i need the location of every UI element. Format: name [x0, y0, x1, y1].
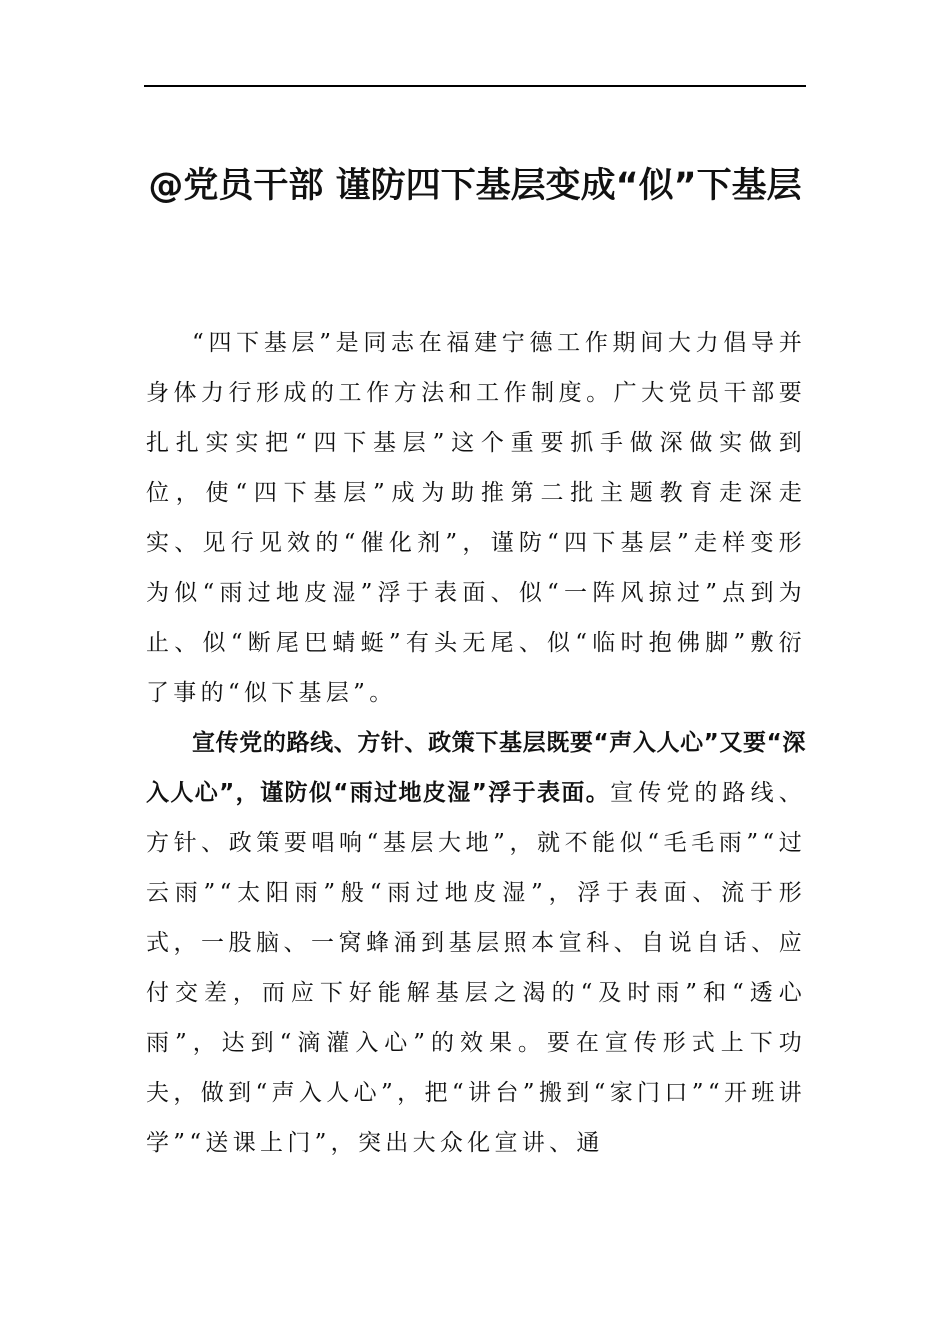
page-bottom-margin — [0, 1180, 950, 1344]
paragraph-2-lead: 宣传党的路线、方针、政策下基层既要“声入人心”又要“深入人心”，谨防似“雨过地皮湿”浮于表面。 — [146, 730, 806, 806]
paragraph-1-text: “四下基层”是同志在福建宁德工作期间大力倡导并身体力行形成的工作方法和工作制度。广大党员干部要扎扎实实把“四下基层”这个重要抓手做深做实做到位，使“四下基层”成为助推第二批主题教育走深走实、见行见效的“催化剂”，谨防“四下基层”走样变形为似“雨过地皮湿”浮于表面、似“一阵风掠过”点到为止、似“断尾巴蜻蜓”有头无尾、似“临时抱佛脚”敷衍了事的“似下基层”。 — [146, 330, 806, 706]
header-rule — [144, 85, 806, 87]
paragraph-1 — [146, 318, 806, 718]
document-title: @党员干部 谨防四下基层变成“似”下基层 — [148, 166, 802, 206]
document-body — [146, 318, 806, 1168]
paragraph-2-text: 宣传党的路线、方针、政策要唱响“基层大地”，就不能似“毛毛雨”“过云雨”“太阳雨”般“雨过地皮湿”，浮于表面、流于形式，一股脑、一窝蜂涌到基层照本宣科、自说自话、应付交差，而应下好能解基层之渴的“及时雨”和“透心雨”，达到“滴灌入心”的效果。要在宣传形式上下功夫，做到“声入人心”，把“讲台”搬到“家门口”“开班讲学”“送课上门”，突出大众化宣讲、通 — [146, 780, 806, 1156]
paragraph-2 — [146, 718, 806, 1168]
